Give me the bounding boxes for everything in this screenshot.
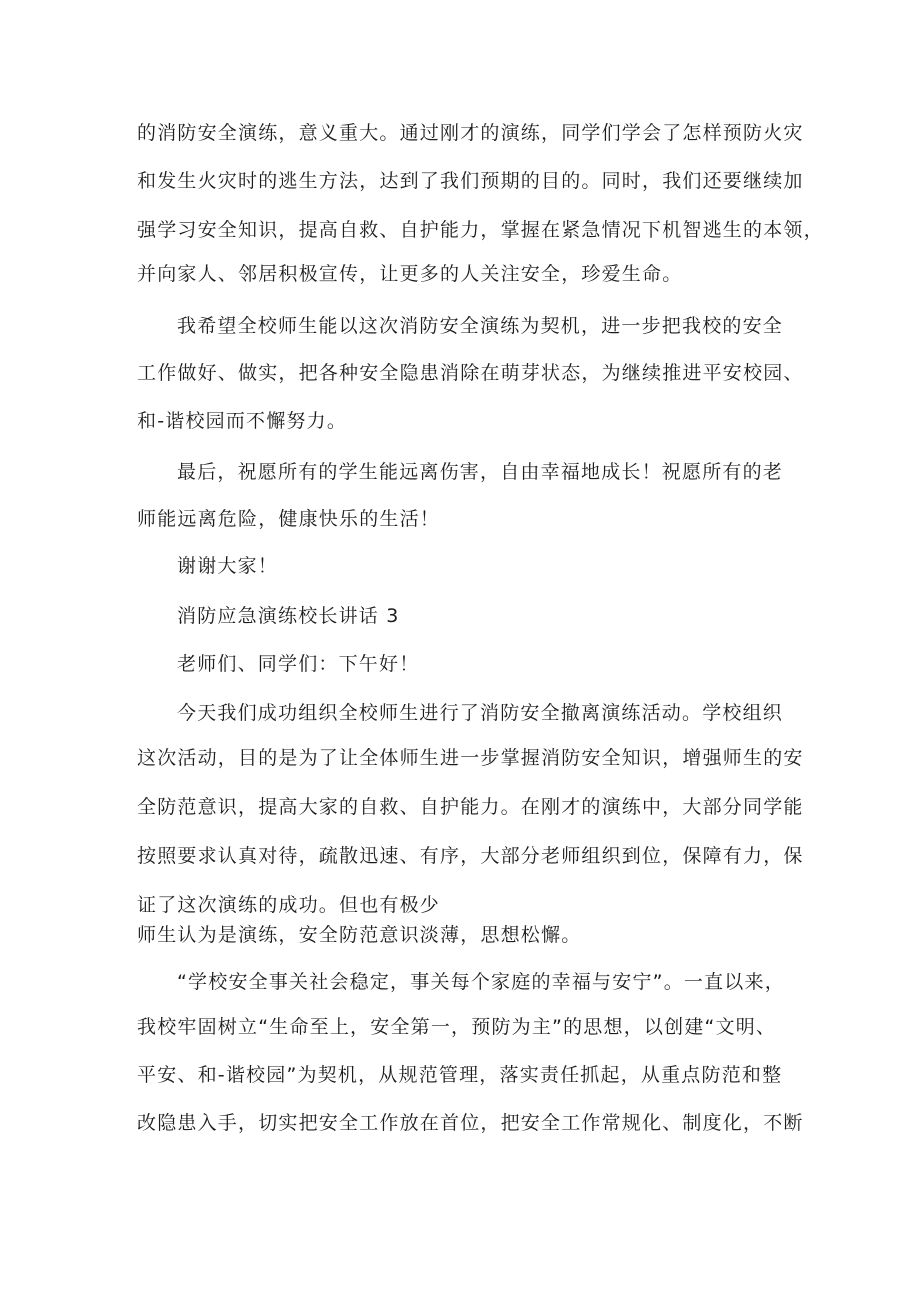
text-line: 强学习安全知识，提高自救、自护能力，掌握在紧急情况下机智逃生的本领， (137, 219, 824, 241)
text-line: 这次活动，目的是为了让全体师生进一步掌握消防安全知识，增强师生的安 (137, 747, 804, 769)
text-line: 并向家人、邻居积极宣传，让更多的人关注安全，珍爱生命。 (137, 263, 683, 285)
text-line: 工作做好、做实，把各种安全隐患消除在萌芽状态，为继续推进平安校园、 (137, 362, 804, 384)
text-line: 最后，祝愿所有的学生能远离伤害，自由幸福地成长！祝愿所有的老 (177, 461, 784, 483)
text-line: 我校牢固树立“生命至上，安全第一，预防为主”的思想，以创建“文明、 (137, 1016, 777, 1038)
text-line: 谢谢大家！ (177, 555, 279, 577)
text-line: 证了这次演练的成功。但也有极少 (137, 894, 441, 916)
greeting: 老师们、同学们：下午好！ (177, 653, 420, 675)
text-line: “学校安全事关社会稳定，事关每个家庭的幸福与安宁”。一直以来， (177, 971, 785, 993)
text-line: 今天我们成功组织全校师生进行了消防安全撤离演练活动。学校组织 (177, 702, 784, 724)
text-line: 平安、和-谐校园”为契机，从规范管理，落实责任抓起，从重点防范和整 (137, 1064, 783, 1086)
text-line: 和-谐校园而不懈努力。 (137, 410, 348, 432)
text-line: 的消防安全演练，意义重大。通过刚才的演练，同学们学会了怎样预防火灾 (137, 122, 804, 144)
text-line: 师能远离危险，健康快乐的生活！ (137, 508, 441, 530)
text-line: 师生认为是演练，安全防范意识淡薄，思想松懈。 (137, 924, 582, 946)
text-line: 按照要求认真对待，疏散迅速、有序，大部分老师组织到位，保障有力，保 (137, 845, 804, 867)
text-line: 改隐患入手，切实把安全工作放在首位，把安全工作常规化、制度化，不断 (137, 1112, 804, 1134)
section-title: 消防应急演练校长讲话 3 (177, 605, 400, 627)
text-line: 我希望全校师生能以这次消防安全演练为契机，进一步把我校的安全 (177, 315, 784, 337)
text-line: 和发生火灾时的逃生方法，达到了我们预期的目的。同时，我们还要继续加 (137, 170, 804, 192)
text-line: 全防范意识，提高大家的自救、自护能力。在刚才的演练中，大部分同学能 (137, 796, 804, 818)
